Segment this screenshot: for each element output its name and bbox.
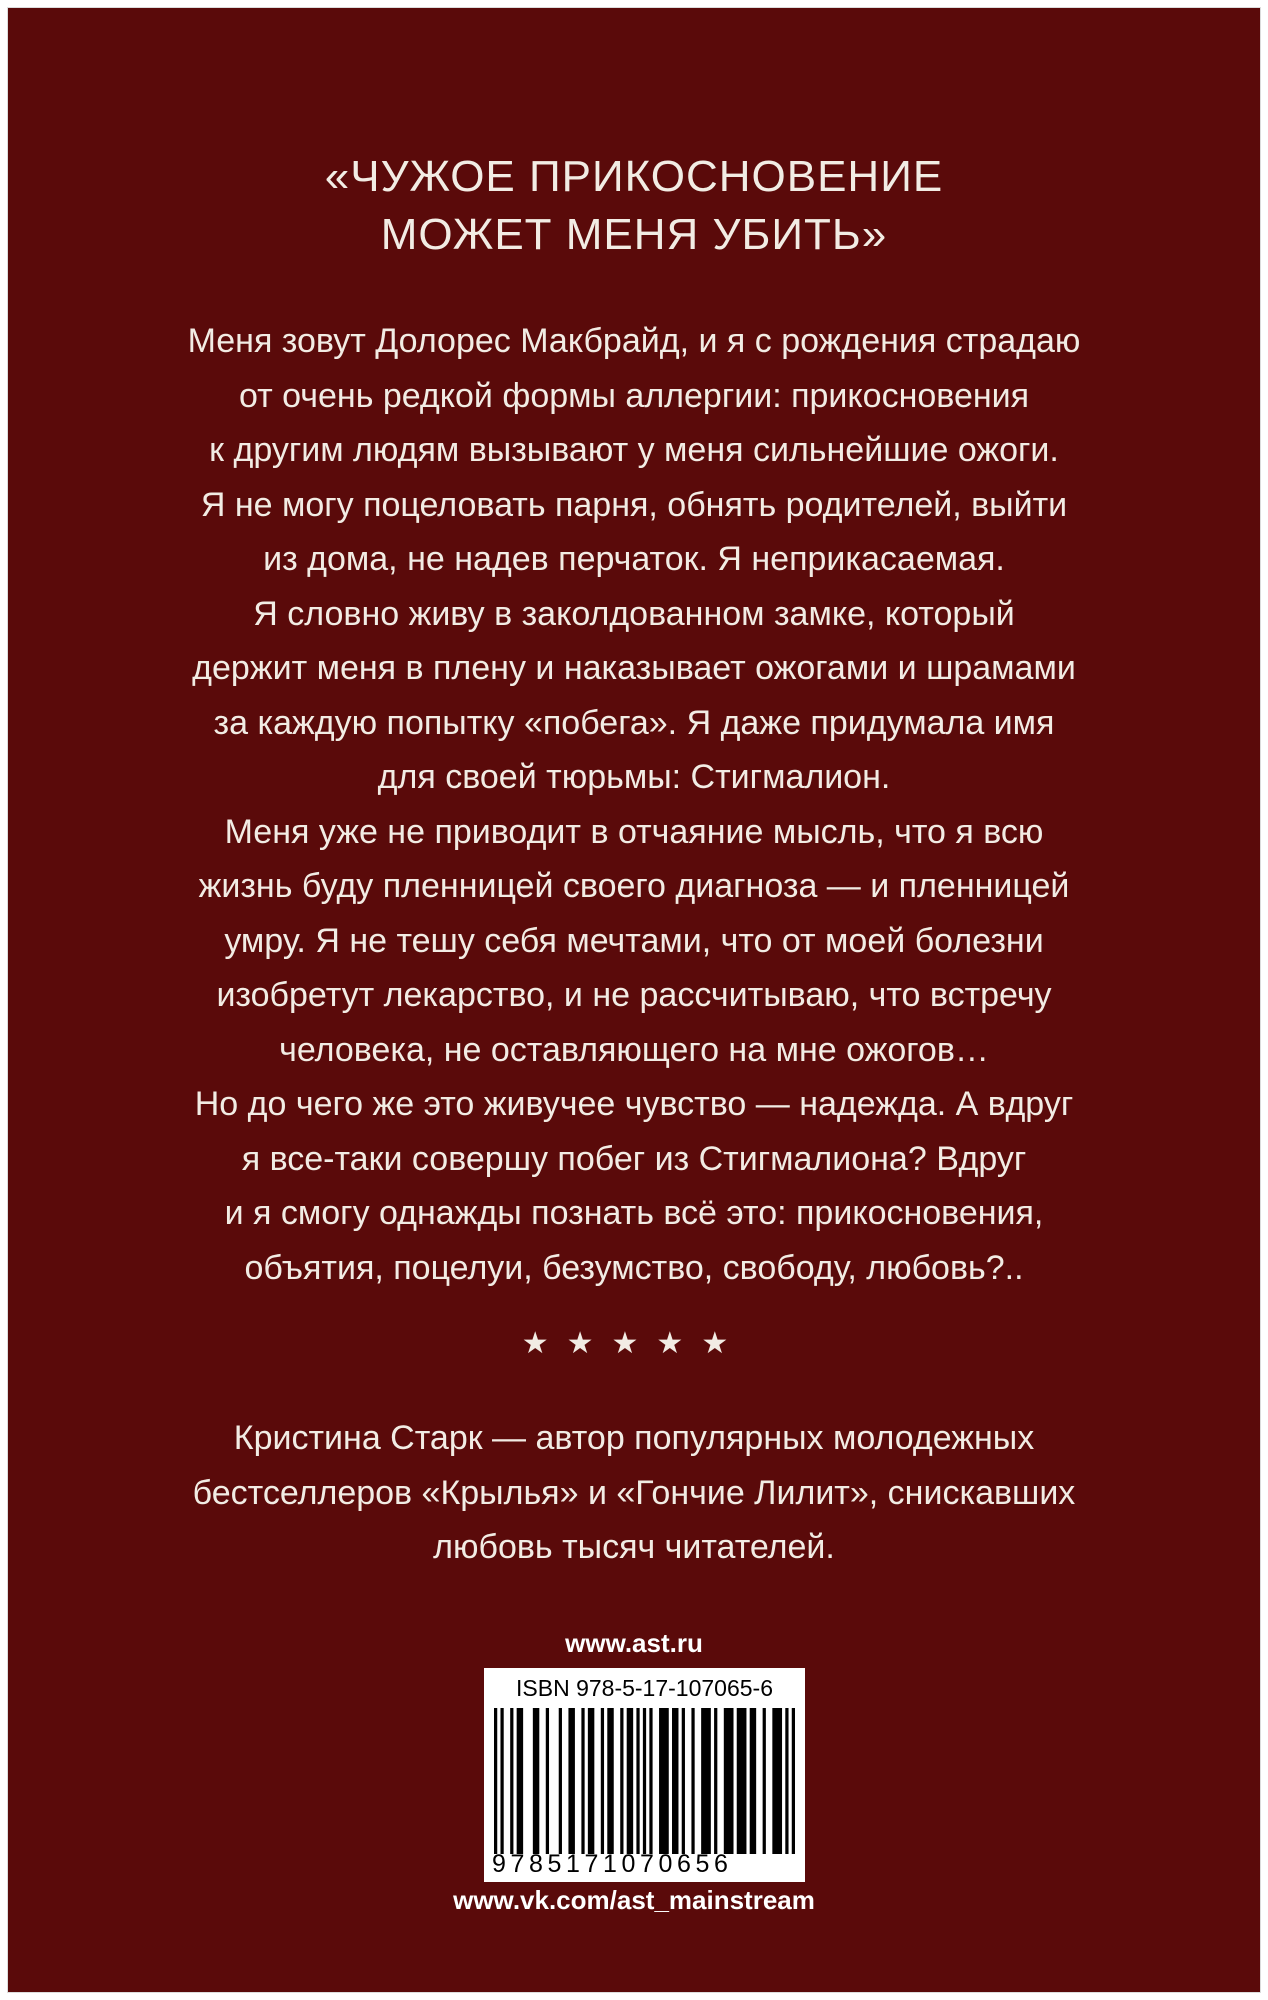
barcode-bar <box>792 1708 795 1854</box>
barcode-bar <box>517 1708 523 1854</box>
barcode-bar <box>601 1708 604 1854</box>
description-line: человека, не оставляющего на мне ожогов… <box>279 1030 989 1069</box>
description-line: и я смогу однажды познать всё это: прикосновения, <box>224 1194 1044 1232</box>
barcode-bar <box>691 1708 694 1854</box>
description-line: жизнь буду пленницей своего диагноза — и пленницей <box>198 867 1070 905</box>
barcode-bar <box>643 1708 646 1854</box>
description-line: от очень редкой формы аллергии: прикосновения <box>238 376 1030 415</box>
barcode-bar <box>627 1708 633 1854</box>
barcode-bar <box>620 1708 623 1854</box>
description-line: Но до чего же это живучее чувство — надежда. А вдруг <box>194 1085 1074 1123</box>
tagline <box>8 148 1260 264</box>
author-note-line: любовь тысяч читателей. <box>433 1528 835 1566</box>
barcode-bar <box>510 1708 513 1854</box>
barcode-bar <box>533 1708 539 1854</box>
author-note-line: Кристина Старк — автор популярных молодежных <box>233 1419 1035 1457</box>
barcode-bar <box>607 1708 613 1854</box>
barcode-bar <box>636 1708 639 1854</box>
barcode-digits: 9785171070656 <box>492 1850 733 1878</box>
description-line: Меня зовут Долорес Макбрайд, и я с рождения страдаю <box>187 322 1081 360</box>
isbn-barcode <box>484 1668 805 1882</box>
description <box>138 314 1130 1295</box>
description-line: для своей тюрьмы: Стигмалион. <box>377 758 891 796</box>
description-line: я все-таки совершу побег из Стигмалиона? Вдруг <box>241 1139 1027 1178</box>
description-line: объятия, поцелуи, безумство, свободу, любовь?.. <box>244 1248 1024 1287</box>
barcode-bar <box>581 1708 584 1854</box>
barcode-bar <box>494 1708 497 1854</box>
barcode-bar <box>682 1708 685 1854</box>
description-line: держит меня в плену и наказывает ожогами и шрамами <box>192 649 1076 687</box>
star-separator: ★★★★★ <box>521 1327 747 1360</box>
publisher-url[interactable]: www.ast.ru <box>565 1628 703 1658</box>
barcode-bar <box>672 1708 678 1854</box>
social-url[interactable]: www.vk.com/ast_mainstream <box>453 1885 815 1915</box>
book-back-cover <box>8 8 1260 1992</box>
description-line: изобретут лекарство, и не рассчитываю, что встречу <box>216 976 1052 1014</box>
description-line: за каждую попытку «побега». Я даже придумала имя <box>213 703 1055 742</box>
barcode-bar <box>588 1708 594 1854</box>
barcode-bar <box>750 1708 756 1854</box>
tagline-line: МОЖЕТ МЕНЯ УБИТЬ» <box>380 210 888 259</box>
description-line: Я словно живу в заколдованном замке, который <box>253 594 1015 633</box>
barcode-bar <box>701 1708 711 1854</box>
description-line: к другим людям вызывают у меня сильнейшие ожоги. <box>209 431 1059 469</box>
description-line: Я не могу поцеловать парня, обнять родителей, выйти <box>200 485 1068 524</box>
barcode-bar <box>559 1708 562 1854</box>
isbn-label: ISBN 978-5-17-107065-6 <box>516 1675 773 1701</box>
barcode-bars <box>494 1708 795 1854</box>
tagline-line: «ЧУЖОЕ ПРИКОСНОВЕНИЕ <box>324 152 944 201</box>
barcode-bar <box>649 1708 652 1854</box>
barcode-bar <box>785 1708 788 1854</box>
author-note-line: бестселлеров «Крылья» и «Гончие Лилит», снискавших <box>192 1473 1076 1512</box>
barcode-bar <box>737 1708 747 1854</box>
description-line: умру. Я не тешу себя мечтами, что от моей болезни <box>224 921 1044 960</box>
barcode-bar <box>568 1708 574 1854</box>
barcode-bar <box>763 1708 766 1854</box>
barcode-bar <box>500 1708 503 1854</box>
description-line: Меня уже не приводит в отчаяние мысль, что я всю <box>224 812 1044 851</box>
description-line: из дома, не надев перчаток. Я неприкасаемая. <box>263 540 1005 578</box>
barcode-bar <box>659 1708 669 1854</box>
barcode-bar <box>772 1708 782 1854</box>
barcode-bar <box>546 1708 549 1854</box>
barcode-bar <box>714 1708 717 1854</box>
author-note <box>138 1411 1130 1575</box>
barcode-bar <box>724 1708 734 1854</box>
